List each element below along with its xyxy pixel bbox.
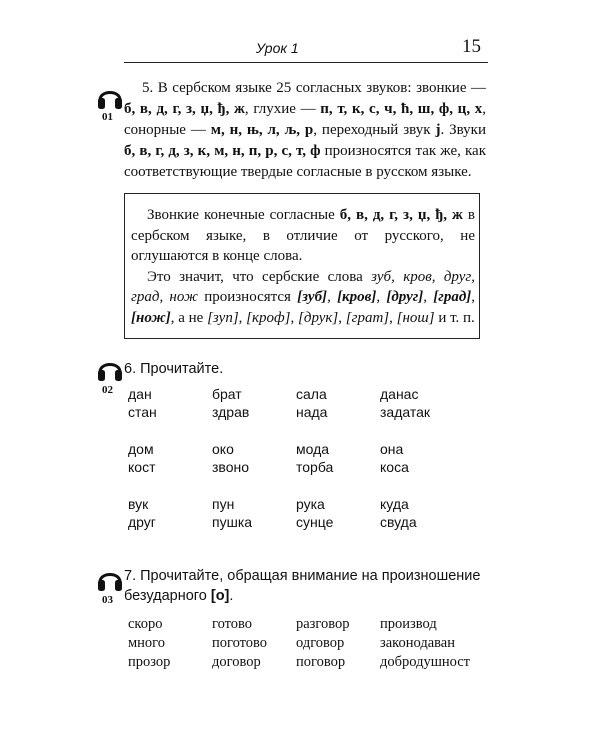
word: кост [128,459,156,475]
word: сала [296,386,327,402]
track-number: 01 [102,111,113,123]
word: пушка [212,514,253,530]
word: вук [128,496,149,512]
word: сунце [296,514,334,530]
word: готово [212,616,253,632]
section-5-text: 5. В сербском языке 25 согласных звуков: звонкие — б, в, д, г, з, џ, ђ, ж, глухие — п, т, к, с, ч, ћ, ш, ф, ц, х, сонорные — м, н, њ, л, љ, р, переходный звук ј. Звуки б, в, г, д, з, к, м, н, п, р, с, т, ф произносятся так же, как соответствующие твердые согласные в русском языке. [124,80,487,180]
word: поговор [296,654,346,670]
word: данас [380,386,419,402]
track-number: 03 [102,594,113,606]
track-number: 02 [102,384,113,396]
word: коса [380,459,409,475]
word: производ [380,616,437,632]
word: прозор [128,654,171,670]
page-number: 15 [462,36,481,57]
word: куда [380,496,409,512]
word: добродушност [380,654,471,670]
word: договор [212,654,261,670]
word: дом [128,441,154,457]
word: стан [128,404,157,420]
word: задатак [380,404,431,420]
word: разговор [296,616,350,632]
running-head: Урок 1 [256,40,299,56]
word: одговор [296,635,345,651]
word: она [380,441,404,457]
word: мода [296,441,330,457]
header-rule [124,62,488,63]
word: звоно [212,459,250,475]
word: свуда [380,514,417,530]
word: поготово [212,635,268,651]
word: скоро [128,616,163,632]
word: торба [296,459,334,475]
headphones-icon[interactable] [96,84,124,110]
word: здрав [212,404,250,420]
rule-text: Звонкие конечные согласные б, в, д, г, з, џ, ђ, ж в сербском языке, в отличие от русского, не оглушаются в конце слова. Это значит, что сербские слова зуб, кров, друг, град, нож произносятся [зуб], [кров], [друг], [град], [нож], а не [зуп], [кроф], [друк], [грат], [нош] и т. п. [131,207,476,326]
word: пун [212,496,235,512]
headphones-icon[interactable] [96,356,124,382]
word: много [128,635,166,651]
headphones-icon[interactable] [96,566,124,592]
word: брат [212,386,242,402]
word: нада [296,404,328,420]
word: рука [296,496,325,512]
exercise-7-title: 7. Прочитайте, обращая внимание на произношение безударного [о]. [124,568,481,604]
word: друг [128,514,156,530]
word: око [212,441,234,457]
word: дан [128,386,152,402]
exercise-6-title: 6. Прочитайте. [124,361,224,377]
word: законодаван [380,635,455,651]
